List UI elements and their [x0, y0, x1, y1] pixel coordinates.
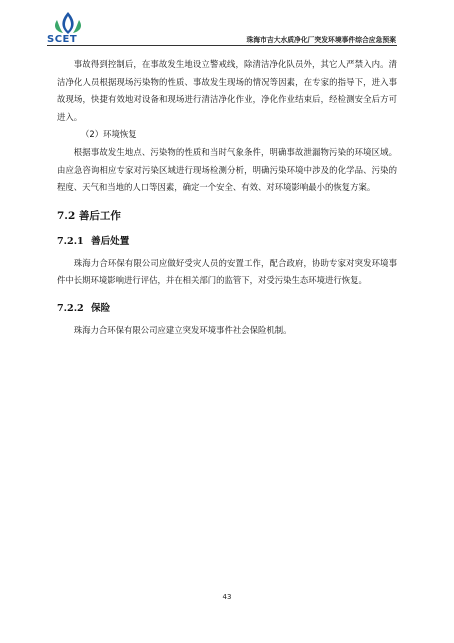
section-heading-7-2-1 — [57, 233, 397, 247]
section-number: 7.2.2 — [57, 302, 84, 314]
section-heading-7-2-2 — [57, 300, 397, 314]
paragraph-aftercare: 珠海力合环保有限公司应做好受灾人员的安置工作，配合政府，协助专家对突发环境事件中长期环境影响进行评估，并在相关部门的监管下，对受污染生态环境进行恢复。 — [57, 257, 397, 286]
section-title: 保险 — [91, 302, 111, 314]
paragraph-insurance: 珠海力合环保有限公司应建立突发环境事件社会保险机制。 — [73, 324, 292, 335]
page-content — [57, 56, 397, 340]
paragraph-env-recovery: 根据事故发生地点、污染物的性质和当时气象条件，明确事故泄漏物污染的环境区域。由应急咨询相应专家对污染区域进行现场检测分析，明确污染环境中涉及的化学品、污染的程度、天气和当地的人口等因素，确定一个安全、有效、对环境影响最小的恢复方案。 — [57, 146, 397, 193]
header-title: 珠海市吉大水质净化厂突发环境事件综合应急预案 — [246, 36, 396, 44]
sub-heading-env-recovery: （2）环境恢复 — [81, 129, 137, 140]
paragraph-cleanup: 事故得到控制后，在事故发生地设立警戒线，除清洁净化队员外，其它人严禁入内。清洁净化人员根据现场污染物的性质、事故发生现场的情况等因素，在专家的指导下，进入事故现场，快捷有效地对设备和现场进行清洁净化作业，净化作业结束后，经检测安全后方可进入。 — [57, 59, 397, 122]
section-number: 7.2.1 — [57, 235, 84, 247]
logo-text: SCET — [47, 34, 78, 45]
section-title: 善后处置 — [91, 235, 130, 247]
page-number: 43 — [222, 593, 232, 601]
header-divider — [47, 45, 397, 46]
section-heading-7-2: 7.2 善后工作 — [57, 209, 121, 222]
